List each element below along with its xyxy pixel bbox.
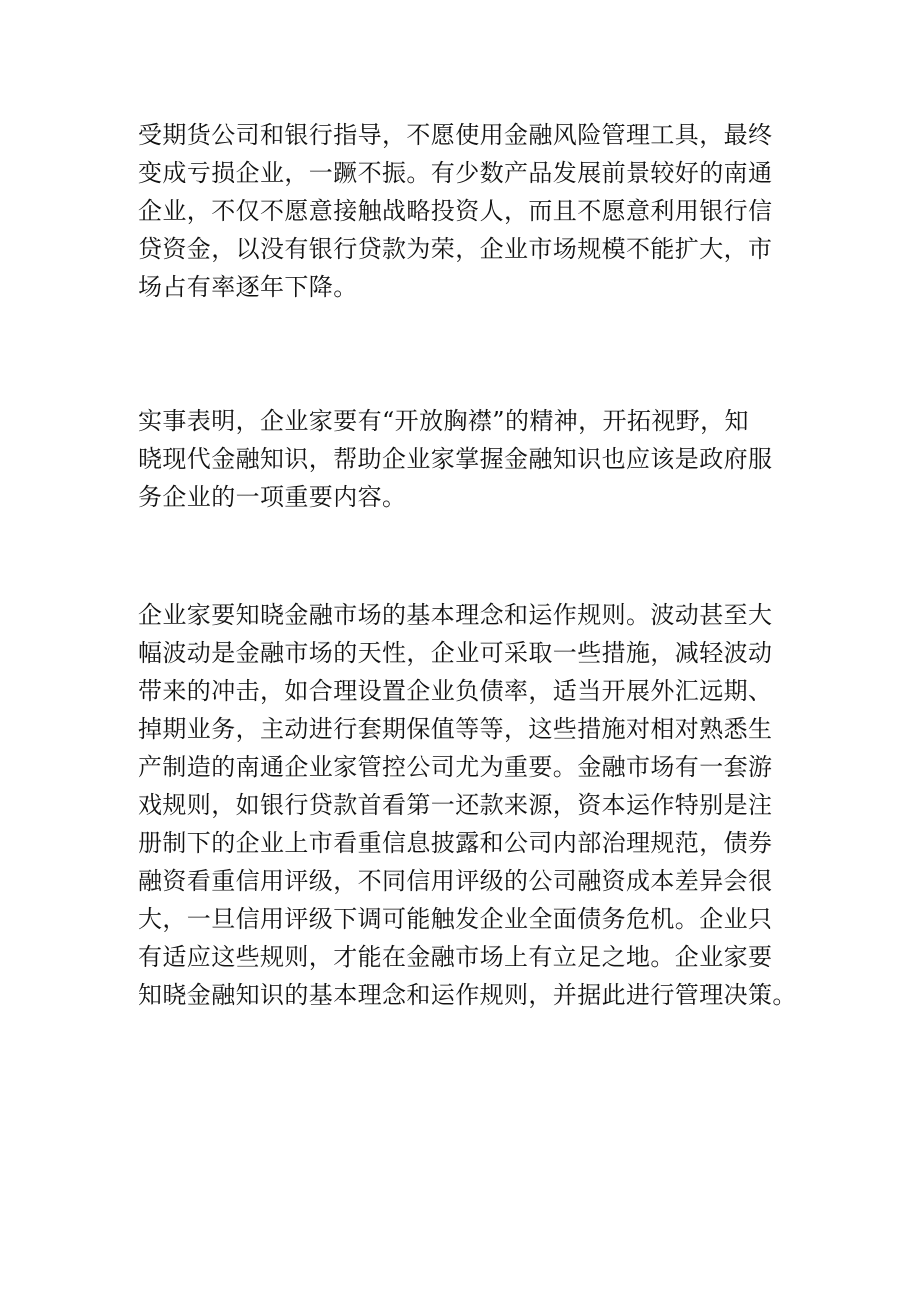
text-line: 大，一旦信用评级下调可能触发企业全面债务危机。企业只 — [138, 905, 773, 933]
text-line: 受期货公司和银行指导，不愿使用金融风险管理工具，最终 — [138, 121, 773, 149]
text-line: 戏规则，如银行贷款首看第一还款来源，资本运作特别是注 — [138, 791, 773, 819]
text-line: 企业，不仅不愿意接触战略投资人，而且不愿意利用银行信 — [138, 197, 773, 225]
text-line: 带来的冲击，如合理设置企业负债率，适当开展外汇远期、 — [138, 677, 773, 705]
text-line: 务企业的一项重要内容。 — [138, 483, 407, 511]
text-line: 变成亏损企业，一蹶不振。有少数产品发展前景较好的南通 — [138, 159, 773, 187]
text-line: 产制造的南通企业家管控公司尤为重要。金融市场有一套游 — [138, 753, 773, 781]
text-line: 册制下的企业上市看重信息披露和公司内部治理规范，债券 — [138, 829, 773, 857]
text-line: 贷资金，以没有银行贷款为荣，企业市场规模不能扩大，市 — [138, 235, 773, 263]
text-line: 知晓金融知识的基本理念和运作规则，并据此进行管理决策。 — [138, 981, 797, 1009]
text-line: 实事表明，企业家要有“开放胸襟”的精神，开拓视野，知 — [138, 407, 749, 435]
text-line: 掉期业务，主动进行套期保值等等，这些措施对相对熟悉生 — [138, 715, 773, 743]
text-line: 企业家要知晓金融市场的基本理念和运作规则。波动甚至大 — [138, 601, 773, 629]
paragraph-2 — [138, 402, 800, 516]
text-line: 融资看重信用评级，不同信用评级的公司融资成本差异会很 — [138, 867, 773, 895]
text-line: 场占有率逐年下降。 — [138, 273, 358, 301]
text-line: 有适应这些规则，才能在金融市场上有立足之地。企业家要 — [138, 943, 773, 971]
text-line: 幅波动是金融市场的天性，企业可采取一些措施，减轻波动 — [138, 639, 773, 667]
paragraph-1 — [138, 116, 800, 306]
text-line: 晓现代金融知识，帮助企业家掌握金融知识也应该是政府服 — [138, 445, 773, 473]
paragraph-3 — [138, 596, 800, 1014]
